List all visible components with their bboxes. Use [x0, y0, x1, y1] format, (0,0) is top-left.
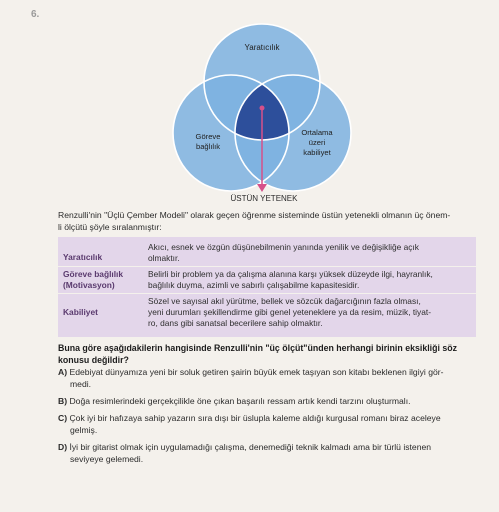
intro-line-2: li ölçütü şöyle sıralanmıştır:	[58, 222, 162, 232]
criteria-desc-line: ro, dans gibi sanatsal becerilere sahip olmaktır.	[148, 318, 323, 328]
venn-diagram	[0, 0, 499, 215]
option-d[interactable]	[58, 442, 476, 465]
option-text-cont: seviyeye gelemedi.	[70, 453, 144, 464]
question-line: Buna göre aşağıdakilerin hangisinde Renzulli'nin "üç ölçüt"ünden herhangi birinin eksikliği söz	[58, 343, 458, 353]
option-text: Çok iyi bir hafızaya sahip yazarın sıra dışı bir üslupla kaleme aldığı kurgusal romanı biraz aceleye	[69, 413, 441, 423]
venn-label-right-1: Ortalama	[301, 128, 333, 137]
criteria-label-line: (Motivasyon)	[63, 280, 115, 290]
row-divider	[58, 293, 476, 294]
criteria-desc-line: Belirli bir problem ya da çalışma alanına karşı yüksek düzeyde ilgi, hayranlık,	[148, 269, 433, 279]
criteria-desc	[148, 242, 473, 264]
option-letter: D)	[58, 442, 68, 452]
criteria-label: Kabiliyet	[63, 307, 98, 317]
venn-label-right-3: kabiliyet	[303, 148, 331, 157]
venn-label-left-2: bağlılık	[195, 142, 221, 151]
intro-text	[58, 209, 468, 233]
criteria-desc	[148, 269, 473, 291]
criteria-table	[58, 237, 476, 337]
option-b[interactable]	[58, 396, 476, 408]
option-letter: A)	[58, 367, 68, 377]
criteria-desc	[148, 296, 473, 329]
option-text: Doğa resimlerindeki gerçekçilikle öne çıkan başarılı ressam artık kendi tarzını oluşturmalı.	[69, 396, 411, 406]
option-text-cont: medi.	[70, 378, 92, 389]
criteria-desc-line: yeni durumları şekillendirme gibi genel yeteneklere ya da resim, müzik, tiyat-	[148, 307, 432, 317]
venn-label-right-2: üzeri	[308, 138, 326, 147]
option-letter: C)	[58, 413, 68, 423]
venn-arrow-head	[257, 184, 267, 192]
question-stem	[58, 342, 476, 366]
criteria-desc-line: bağlılık duyma, azimli ve sabırlı çalışabilme kapasitesidir.	[148, 280, 360, 290]
intro-line-1: Renzulli'nin "Üçlü Çember Modeli" olarak geçen öğrenme sisteminde üstün yetenekli olmanın üç önem-	[58, 210, 451, 220]
venn-label-bottom: ÜSTÜN YETENEK	[230, 194, 298, 203]
venn-label-top: Yaratıcılık	[244, 43, 280, 52]
option-text-cont: gelmiş.	[70, 424, 98, 435]
criteria-label-line: Göreve bağlılık	[63, 269, 124, 279]
option-text: İyi bir gitarist olmak için uygulamadığı çalışma, denemediği teknik kalmadı ama bir türlü istenen	[69, 442, 432, 452]
row-divider	[58, 266, 476, 267]
criteria-label: Yaratıcılık	[63, 252, 103, 262]
option-c[interactable]	[58, 413, 476, 436]
venn-label-left-1: Göreve	[195, 132, 221, 141]
venn-arrow-dot	[260, 106, 265, 111]
option-letter: B)	[58, 396, 68, 406]
question-line: konusu değildir?	[58, 355, 129, 365]
option-text: Edebiyat dünyamıza yeni bir soluk getiren şairin büyük emek taşıyan son kitabı beklenen ilgiyi gör-	[69, 367, 444, 377]
question-number: 6.	[31, 9, 40, 20]
criteria-desc-line: olmaktır.	[148, 253, 180, 263]
criteria-label	[63, 269, 143, 291]
option-a[interactable]	[58, 367, 476, 390]
criteria-desc-line: Akıcı, esnek ve özgün düşünebilmenin yanında yenilik ve değişikliğe açık	[148, 242, 419, 252]
criteria-desc-line: Sözel ve sayısal akıl yürütme, bellek ve sözcük dağarcığının fazla olması,	[148, 296, 421, 306]
